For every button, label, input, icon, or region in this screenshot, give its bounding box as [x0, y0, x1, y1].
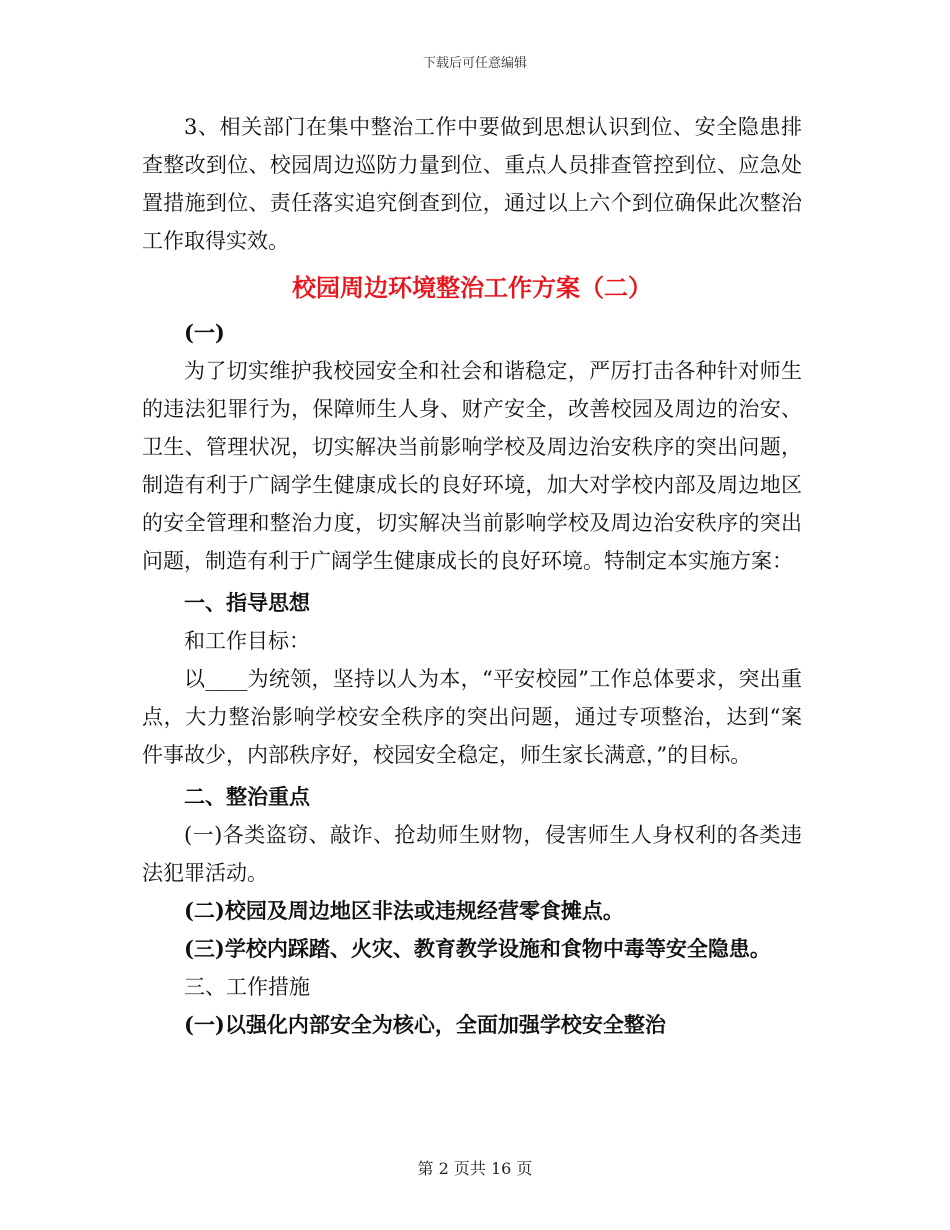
page-footer: 第 2 页共 16 页 — [417, 1159, 533, 1178]
heading-measures: 三、工作措施 — [184, 975, 310, 999]
section-marker: (一) — [184, 320, 225, 345]
goal-label: 和工作目标： — [184, 629, 310, 653]
focus-item-3: (三)学校内踩踏、火灾、教育教学设施和食物中毒等安全隐患。 — [184, 936, 771, 961]
page-header: 下载后可任意编辑 — [422, 56, 527, 71]
focus-item-1: (一)各类盗窃、敲诈、抢劫师生财物，侵害师生人身权利的各类违法犯罪活动。 — [142, 823, 802, 885]
measure-item-1: (一)以强化内部安全为核心，全面加强学校安全整治 — [184, 1012, 666, 1037]
heading-focus: 二、整治重点 — [184, 784, 310, 809]
goal-paragraph: 以____为统领，坚持以人为本，“平安校园”工作总体要求，突出重点，大力整治影响学校安全秩序的突出问题，通过专项整治，达到“案件事故少，内部秩序好，校园安全稳定，师生家长满意，”的目标。 — [142, 667, 802, 767]
document-title: 校园周边环境整治工作方案（二） — [292, 273, 652, 302]
heading-guiding-thought: 一、指导思想 — [184, 590, 310, 615]
focus-item-2: (二)校园及周边地区非法或违规经营零食摊点。 — [184, 898, 624, 923]
document-body — [142, 108, 802, 1044]
intro-paragraph: 3、相关部门在集中整治工作中要做到思想认识到位、安全隐患排查整改到位、校园周边巡防力量到位、重点人员排查管控到位、应急处置措施到位、责任落实追究倒查到位，通过以上六个到位确保此次整治工作取得实效。 — [142, 115, 802, 253]
purpose-paragraph: 为了切实维护我校园安全和社会和谐稳定，严厉打击各种针对师生的违法犯罪行为，保障师生人身、财产安全，改善校园及周边的治安、卫生、管理状况，切实解决当前影响学校及周边治安秩序的突出问题，制造有利于广阔学生健康成长的良好环境，加大对学校内部及周边地区的安全管理和整治力度，切实解决当前影响学校及周边治安秩序的突出问题，制造有利于广阔学生健康成长的良好环境。特制定本实施方案： — [142, 359, 802, 573]
